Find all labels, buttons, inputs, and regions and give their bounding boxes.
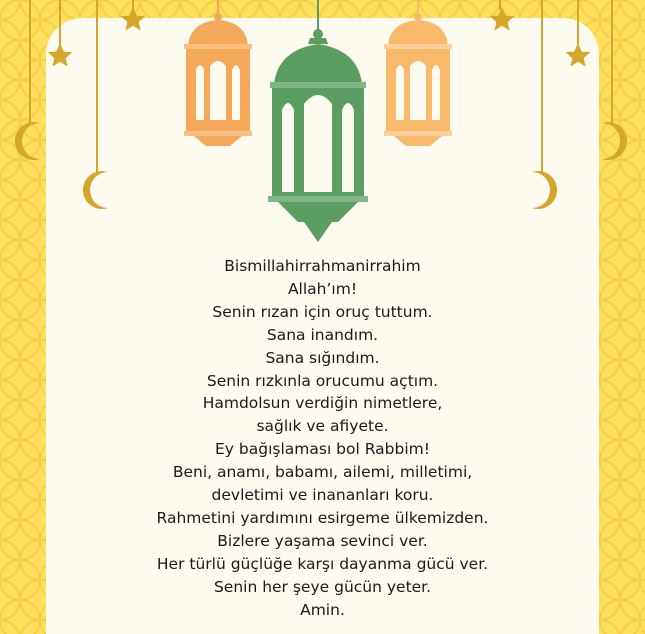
prayer-line: devletimi ve inananları koru.	[211, 486, 434, 505]
prayer-text	[46, 255, 599, 622]
prayer-line: Senin rızkınla orucumu açtım.	[206, 371, 439, 390]
prayer-line: Beni, anamı, babamı, ailemi, milletimi,	[172, 463, 473, 482]
star-icon	[48, 43, 73, 67]
prayer-line: Senin her şeye gücün yeter.	[213, 577, 432, 596]
prayer-line: sağlık ve afiyete.	[256, 417, 389, 436]
crescent-moon-icon	[602, 122, 627, 160]
prayer-line: Sana inandım.	[266, 325, 379, 344]
prayer-line: Her türlü güçlüğe karşı dayanma gücü ver.	[156, 554, 489, 573]
prayer-line: Bismillahirrahmanirrahim	[224, 257, 421, 275]
prayer-line: Rahmetini yardımını esirgeme ülkemizden.	[156, 508, 489, 527]
crescent-moon-icon	[83, 171, 108, 209]
prayer-line: Sana sığındım.	[265, 348, 380, 367]
prayer-line: Hamdolsun verdiğin nimetlere,	[202, 394, 443, 413]
lantern-icon	[384, 0, 452, 146]
prayer-line: Allah’ım!	[287, 279, 358, 298]
prayer-line: Senin rızan için oruç tuttum.	[212, 302, 433, 321]
prayer-line: Ey bağışlaması bol Rabbim!	[215, 440, 430, 459]
star-icon	[566, 43, 591, 67]
prayer-line: Amin.	[300, 600, 345, 619]
lantern-icon	[268, 0, 368, 242]
prayer-line: Bizlere yaşama sevinci ver.	[217, 531, 428, 550]
crescent-moon-icon	[532, 171, 557, 209]
star-icon	[121, 7, 146, 31]
lantern-icon	[184, 0, 252, 146]
star-icon	[490, 7, 515, 31]
crescent-moon-icon	[15, 122, 40, 160]
